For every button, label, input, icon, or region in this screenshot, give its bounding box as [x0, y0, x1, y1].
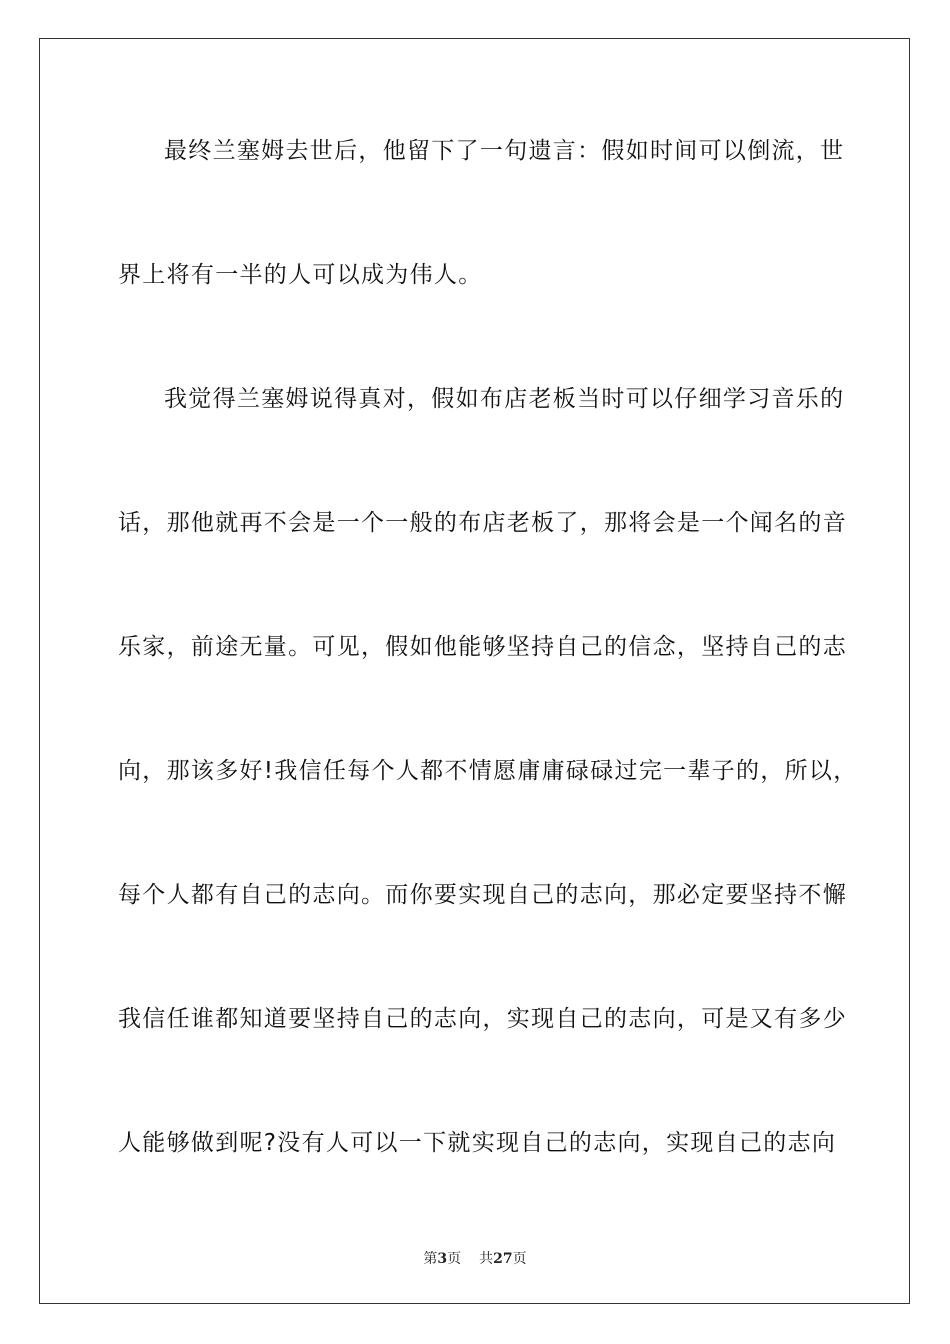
total-suffix: 页 [512, 1251, 527, 1267]
total-pages: 27 [493, 1251, 513, 1267]
page-number: 3 [437, 1251, 448, 1267]
page-suffix: 页 [447, 1251, 462, 1267]
page-border [39, 38, 910, 1304]
paragraph-line: 人能够做到呢?没有人可以一下就实现自己的志向，实现自己的志向 [118, 1130, 837, 1156]
page-prefix: 第 [423, 1251, 438, 1267]
paragraph-line: 界上将有一半的人可以成为伟人。 [118, 262, 483, 288]
paragraph-line: 最终兰塞姆去世后，他留下了一句遗言：假如时间可以倒流，世 [164, 138, 845, 164]
paragraph-line: 每个人都有自己的志向。而你要实现自己的志向，那必定要坚持不懈 [118, 882, 847, 908]
paragraph-line: 向，那该多好!我信任每个人都不情愿庸庸碌碌过完一辈子的，所以， [118, 758, 858, 784]
paragraph-line: 我觉得兰塞姆说得真对，假如布店老板当时可以仔细学习音乐的 [164, 386, 845, 412]
paragraph-line: 乐家，前途无量。可见，假如他能够坚持自己的信念，坚持自己的志 [118, 634, 847, 660]
paragraph-line: 我信任谁都知道要坚持自己的志向，实现自己的志向，可是又有多少 [118, 1006, 847, 1032]
paragraph-line: 话，那他就再不会是一个一般的布店老板了，那将会是一个闻名的音 [118, 510, 847, 536]
total-prefix: 共 [479, 1251, 494, 1267]
page-footer [0, 1248, 950, 1268]
